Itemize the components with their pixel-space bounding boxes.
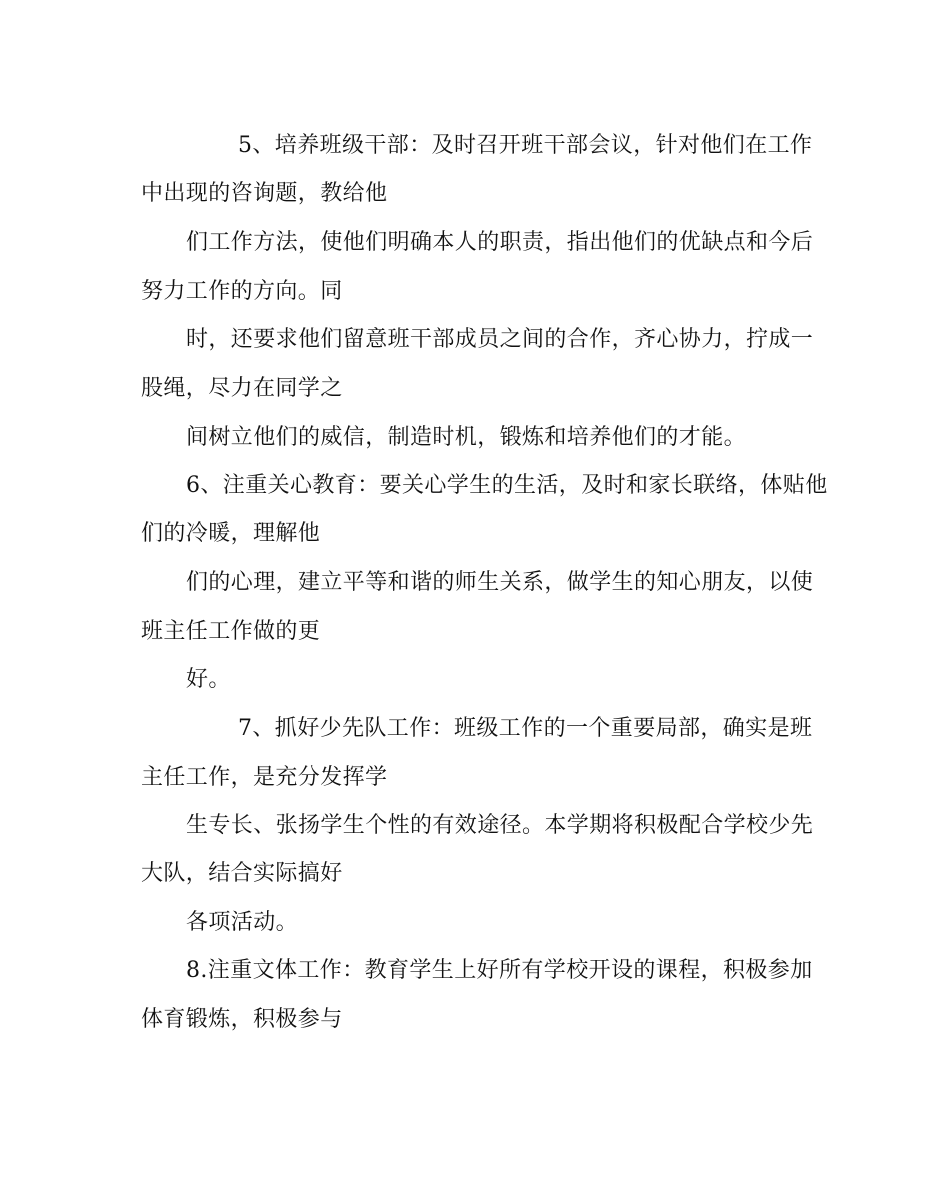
text-line: 体育锻炼，积极参与 (141, 1007, 343, 1032)
text-line: 时，还要求他们留意班干部成员之间的合作，齐心协力，拧成一 (186, 327, 814, 352)
text-line: 们的心理，建立平等和谐的师生关系，做学生的知心朋友，以使 (186, 570, 814, 595)
text-line: 班主任工作做的更 (141, 619, 321, 644)
text-line: 好。 (186, 667, 231, 692)
text-line: 中出现的咨询题，教给他 (141, 181, 388, 206)
text-line: 主任工作，是充分发挥学 (141, 765, 388, 790)
text-line: 间树立他们的威信，制造时机，锻炼和培养他们的才能。 (186, 425, 747, 450)
text-line: 股绳，尽力在同学之 (141, 376, 343, 401)
text-line: 8.注重文体工作：教育学生上好所有学校开设的课程，积极参加 (186, 958, 813, 983)
text-line: 大队，结合实际搞好 (141, 861, 343, 886)
text-line: 们工作方法，使他们明确本人的职责，指出他们的优缺点和今后 (186, 230, 814, 255)
text-line: 各项活动。 (186, 910, 299, 935)
text-line: 努力工作的方向。同 (141, 279, 343, 304)
text-line: 5、培养班级干部：及时召开班干部会议，针对他们在工作 (238, 133, 813, 158)
text-line: 生专长、张扬学生个性的有效途径。本学期将积极配合学校少先 (186, 813, 814, 838)
text-line: 们的冷暖，理解他 (141, 521, 321, 546)
text-line: 6、注重关心教育：要关心学生的生活，及时和家长联络，体贴他 (186, 473, 828, 498)
text-line: 7、抓好少先队工作：班级工作的一个重要局部，确实是班 (238, 716, 813, 741)
